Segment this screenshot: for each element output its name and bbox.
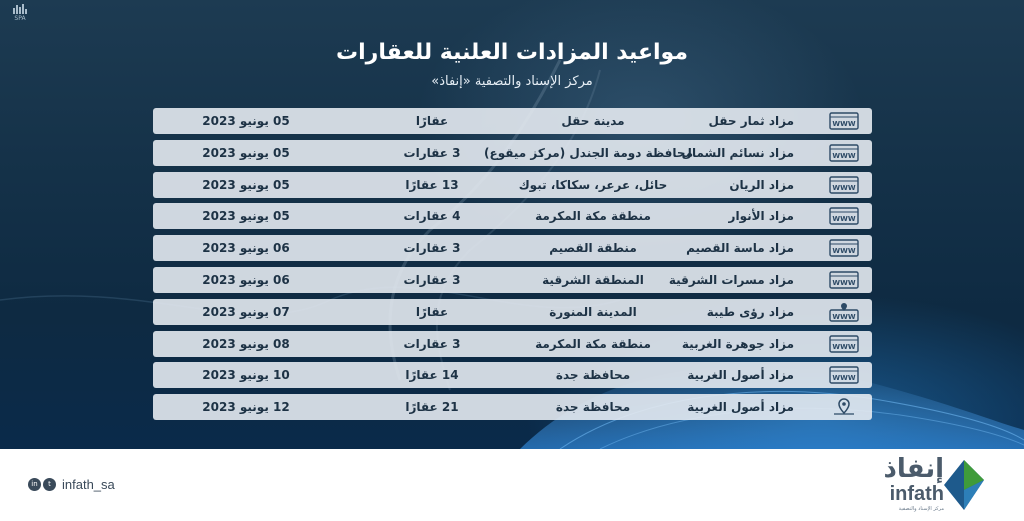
auction-row (153, 331, 872, 357)
auction-location: منطقة مكة المكرمة (535, 336, 651, 351)
auction-location: حائل، عرعر، سكاكا، تبوك (518, 177, 668, 192)
auction-row (153, 140, 872, 166)
auction-property-count: 3 عقارات (403, 145, 461, 160)
auction-property-count: 3 عقارات (403, 272, 461, 287)
linkedin-icon[interactable]: in (28, 478, 41, 491)
auction-row (153, 108, 872, 134)
auction-location: منطقة مكة المكرمة (535, 209, 651, 224)
auction-location: المدينة المنورة (549, 304, 637, 319)
auction-name: مزاد رؤى طيبة (706, 304, 794, 319)
web-icon (828, 238, 860, 258)
auction-location: محافظة جدة (555, 368, 631, 383)
auction-row (153, 203, 872, 229)
svg-text:WWW: WWW (832, 342, 856, 351)
auction-row (153, 299, 872, 325)
brand-english: infath (889, 483, 944, 505)
auction-name: مزاد جوهرة الغربية (681, 336, 794, 351)
auction-name: مزاد أصول الغربية (687, 368, 794, 383)
twitter-icon[interactable]: t (43, 478, 56, 491)
auction-name: مزاد ماسة القصيم (686, 241, 794, 256)
web-icon (828, 334, 860, 354)
auction-row (153, 394, 872, 420)
auction-property-count: عقارًا (415, 304, 449, 319)
auction-name: مزاد مسرات الشرقية (668, 272, 794, 287)
web-icon (828, 175, 860, 195)
auction-property-count: 13 عقارًا (405, 177, 459, 192)
social-links (28, 477, 115, 491)
auction-name: مزاد ثمار حقل (708, 114, 794, 128)
auction-date: 12 يونيو 2023 (202, 400, 290, 415)
spa-logo (8, 4, 32, 22)
auction-property-count: 14 عقارًا (405, 368, 459, 383)
location-pin-icon (828, 397, 860, 417)
brand-tagline: مركز الإسناد والتصفية (898, 506, 944, 512)
auction-row (153, 235, 872, 261)
auction-location: محافظة دومة الجندل (مركز ميقوع) (484, 145, 693, 160)
svg-text:WWW: WWW (832, 151, 856, 160)
auction-property-count: 21 عقارًا (405, 400, 459, 415)
auction-date: 10 يونيو 2023 (202, 368, 290, 383)
auction-name: مزاد نسائم الشمال (681, 145, 794, 160)
auction-name: مزاد أصول الغربية (687, 400, 794, 415)
auction-location: مدينة حقل (561, 114, 625, 128)
auction-schedule-list (153, 108, 872, 426)
auction-name: مزاد الريان (729, 177, 794, 192)
auction-property-count: 3 عقارات (403, 241, 461, 256)
svg-text:WWW: WWW (832, 278, 856, 287)
auction-date: 06 يونيو 2023 (202, 241, 290, 256)
web-icon (828, 365, 860, 385)
web-icon (828, 143, 860, 163)
page-title: مواعيد المزادات العلنية للعقارات (336, 40, 688, 65)
svg-text:WWW: WWW (832, 247, 856, 256)
auction-date: 08 يونيو 2023 (202, 336, 290, 351)
auction-property-count: عقارًا (415, 114, 449, 128)
auction-row (153, 267, 872, 293)
auction-property-count: 4 عقارات (403, 209, 461, 224)
auction-location: محافظة جدة (555, 400, 631, 415)
svg-text:WWW: WWW (832, 374, 856, 383)
svg-text:WWW: WWW (832, 183, 856, 192)
auction-location: المنطقة الشرقية (542, 272, 644, 287)
spa-bars-icon (13, 4, 27, 14)
auction-row (153, 172, 872, 198)
svg-text:WWW: WWW (832, 312, 856, 321)
web-icon (828, 270, 860, 290)
spa-label: SPA (14, 15, 26, 22)
social-handle[interactable]: infath_sa (62, 476, 115, 492)
svg-text:WWW: WWW (832, 215, 856, 224)
infath-mark-icon (944, 460, 984, 510)
auction-date: 07 يونيو 2023 (202, 304, 290, 319)
auction-location: منطقة القصيم (549, 241, 637, 256)
infath-logo (868, 454, 988, 516)
page-subtitle: مركز الإسناد والتصفية «إنفاذ» (431, 74, 593, 89)
web-icon (828, 111, 860, 131)
auction-date: 05 يونيو 2023 (202, 145, 290, 160)
auction-date: 05 يونيو 2023 (202, 209, 290, 224)
auction-date: 06 يونيو 2023 (202, 272, 290, 287)
auction-property-count: 3 عقارات (403, 336, 461, 351)
hybrid-icon (828, 302, 860, 322)
auction-row (153, 362, 872, 388)
auction-name: مزاد الأنوار (728, 209, 794, 224)
brand-arabic: إنفاذ (883, 454, 944, 484)
web-icon (828, 206, 860, 226)
svg-text:WWW: WWW (832, 120, 856, 128)
auction-date: 05 يونيو 2023 (202, 177, 290, 192)
auction-date: 05 يونيو 2023 (202, 114, 290, 128)
